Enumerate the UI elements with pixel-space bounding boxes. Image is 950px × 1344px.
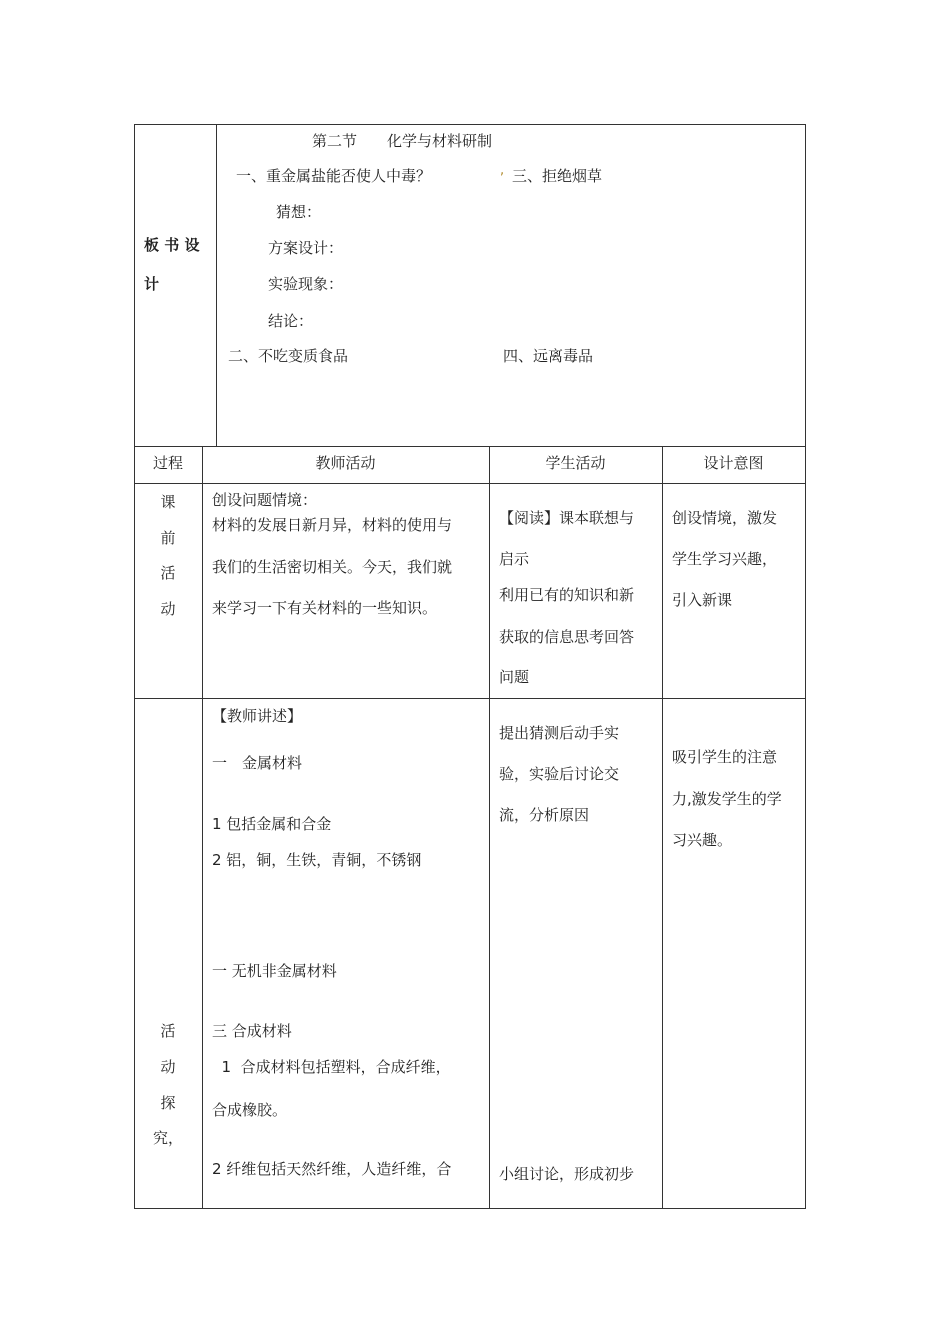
row1-process-char-1: 课 [160,493,176,511]
row1-process-char-4: 动 [160,600,176,618]
row2-process-char-4: 究， [152,1129,183,1147]
header-student: 学生活动 [545,454,606,472]
row1-teacher-line-2: 材料的发展日新月异，材料的使用与 [212,516,453,534]
row2-teacher-sec1: 一 金属材料 [212,754,303,772]
row1-process-char-3: 活 [160,564,176,582]
row2-student-line-1: 提出猜测后动手实 [499,724,620,742]
row2-student-bottom: 小组讨论，形成初步 [499,1165,635,1183]
row2-teacher-sec2: 一 无机非金属材料 [212,962,337,980]
row-divider-header-bottom [134,483,806,484]
board-label-line2: 计 [144,275,160,293]
col-divider-3 [662,446,663,1209]
board-label-line1: 板 书 设 [144,236,200,254]
row2-process-char-2: 动 [160,1058,176,1076]
board-plan: 方案设计： [268,239,344,257]
row1-intent-line-2: 学生学习兴趣， [672,550,778,568]
row1-student-line-2: 启示 [499,550,530,568]
row2-teacher-1-2: 2 铝，铜，生铁，青铜，不锈钢 [212,851,422,869]
row2-teacher-3-2: 2 纤维包括天然纤维，人造纤维，合 [212,1160,452,1178]
board-guess: 猜想： [276,203,322,221]
table-border-left [134,124,135,1209]
row1-intent-line-1: 创设情境，激发 [672,509,778,527]
col-divider-1 [202,446,203,1209]
row1-student-line-5: 问题 [499,668,530,686]
board-item-3-mark: , [500,163,505,178]
table-border-right [805,124,806,1209]
row2-student-line-2: 验，实验后讨论交 [499,765,620,783]
header-teacher: 教师活动 [315,454,376,472]
table-border-bottom [134,1208,806,1209]
row1-teacher-line-3: 我们的生活密切相关。今天，我们就 [212,558,453,576]
header-process: 过程 [152,454,183,472]
board-item-2: 二、不吃变质食品 [228,347,349,365]
row-divider-row1 [134,698,806,699]
row2-teacher-3-1a: 1 合成材料包括塑料，合成纤维， [212,1058,451,1076]
board-phenomenon: 实验现象： [268,275,344,293]
header-intent: 设计意图 [703,454,764,472]
col-divider-2 [489,446,490,1209]
row2-intent-line-1: 吸引学生的注意 [672,748,778,766]
row1-student-line-4: 获取的信息思考回答 [499,628,635,646]
row1-teacher-line-1: 创设问题情境： [212,491,318,509]
row2-teacher-heading: 【教师讲述】 [212,707,303,725]
row2-student-line-3: 流，分析原因 [499,806,590,824]
row-divider-header [134,446,806,447]
row2-intent-line-3: 习兴趣。 [672,831,733,849]
row1-teacher-line-4: 来学习一下有关材料的一些知识。 [212,599,438,617]
row2-teacher-3-1b: 合成橡胶。 [212,1101,288,1119]
row1-student-line-3: 利用已有的知识和新 [499,586,635,604]
board-item-4: 四、远离毒品 [503,347,594,365]
row1-student-line-1: 【阅读】课本联想与 [499,509,635,527]
board-item-3: 三、拒绝烟草 [512,167,603,185]
row1-process-char-2: 前 [160,529,176,547]
row2-process-char-3: 探 [160,1094,176,1112]
row2-teacher-sec3: 三 合成材料 [212,1022,292,1040]
row1-intent-line-3: 引入新课 [672,591,733,609]
board-item-1: 一、重金属盐能否使人中毒？ [236,167,432,185]
row2-process-char-1: 活 [160,1022,176,1040]
table-border-top [134,124,806,125]
board-title: 第二节 化学与材料研制 [312,132,493,150]
row2-intent-line-2: 力,激发学生的学 [672,790,782,808]
board-conclusion: 结论： [268,312,314,330]
row2-teacher-1-1: 1 包括金属和合金 [212,815,332,833]
board-divider [216,124,217,446]
